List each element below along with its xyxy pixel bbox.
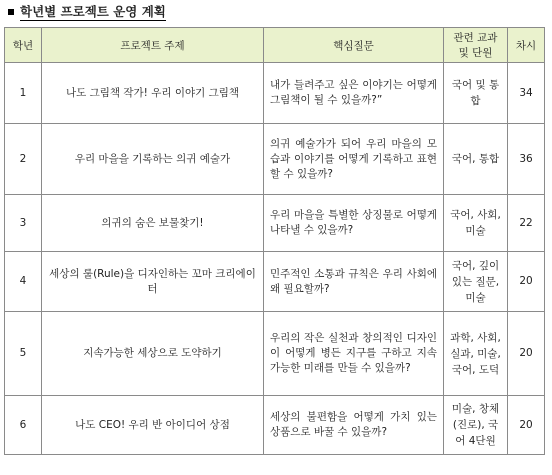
section-heading [8, 2, 166, 22]
subjects-cell: 국어, 깊이있는 질문, 미술 [444, 252, 508, 312]
hours-cell: 22 [508, 195, 545, 252]
hours-cell: 20 [508, 312, 545, 396]
section-title: 학년별 프로젝트 운영 계획 [20, 3, 166, 19]
topic-cell: 의귀의 숨은 보물찾기! [42, 195, 264, 252]
square-bullet-icon [8, 9, 14, 15]
header-question: 핵심질문 [264, 28, 444, 63]
table-row [5, 396, 545, 455]
grade-cell: 3 [5, 195, 42, 252]
hours-cell: 20 [508, 252, 545, 312]
topic-cell: 나도 CEO! 우리 반 아이디어 상점 [42, 396, 264, 455]
topic-cell: 나도 그림책 작가! 우리 이야기 그림책 [42, 63, 264, 124]
table-header-row [5, 28, 545, 63]
question-cell: 세상의 불편함을 어떻게 가치 있는 상품으로 바꿀 수 있을까? [264, 396, 444, 455]
question-cell: 우리의 작은 실천과 창의적인 디자인이 어떻게 병든 지구를 구하고 지속가능한 미래를 만들 수 있을까? [264, 312, 444, 396]
header-grade: 학년 [5, 28, 42, 63]
table-row [5, 124, 545, 195]
grade-cell: 4 [5, 252, 42, 312]
grade-cell: 2 [5, 124, 42, 195]
grade-cell: 5 [5, 312, 42, 396]
header-topic: 프로젝트 주제 [42, 28, 264, 63]
grade-cell: 6 [5, 396, 42, 455]
question-cell: 민주적인 소통과 규칙은 우리 사회에 왜 필요할까? [264, 252, 444, 312]
table-row [5, 312, 545, 396]
hours-cell: 34 [508, 63, 545, 124]
project-plan-table [4, 27, 545, 455]
table-row [5, 63, 545, 124]
hours-cell: 20 [508, 396, 545, 455]
header-subjects: 관련 교과 및 단원 [444, 28, 508, 63]
topic-cell: 우리 마을을 기록하는 의귀 예술가 [42, 124, 264, 195]
question-cell: 내가 들려주고 싶은 이야기는 어떻게 그림책이 될 수 있을까?” [264, 63, 444, 124]
subjects-cell: 국어 및 통합 [444, 63, 508, 124]
subjects-cell: 미술, 창체(진로), 국어 4단원 [444, 396, 508, 455]
topic-cell: 지속가능한 세상으로 도약하기 [42, 312, 264, 396]
subjects-cell: 국어, 사회, 미술 [444, 195, 508, 252]
topic-cell: 세상의 룰(Rule)을 디자인하는 꼬마 크리에이터 [42, 252, 264, 312]
header-hours: 차시 [508, 28, 545, 63]
grade-cell: 1 [5, 63, 42, 124]
subjects-cell: 국어, 통합 [444, 124, 508, 195]
hours-cell: 36 [508, 124, 545, 195]
table-row [5, 252, 545, 312]
question-cell: 우리 마을을 특별한 상징물로 어떻게 나타낼 수 있을까? [264, 195, 444, 252]
subjects-cell: 과학, 사회, 실과, 미술, 국어, 도덕 [444, 312, 508, 396]
question-cell: 의귀 예술가가 되어 우리 마을의 모습과 이야기를 어떻게 기록하고 표현할 수 있을까? [264, 124, 444, 195]
table-row [5, 195, 545, 252]
